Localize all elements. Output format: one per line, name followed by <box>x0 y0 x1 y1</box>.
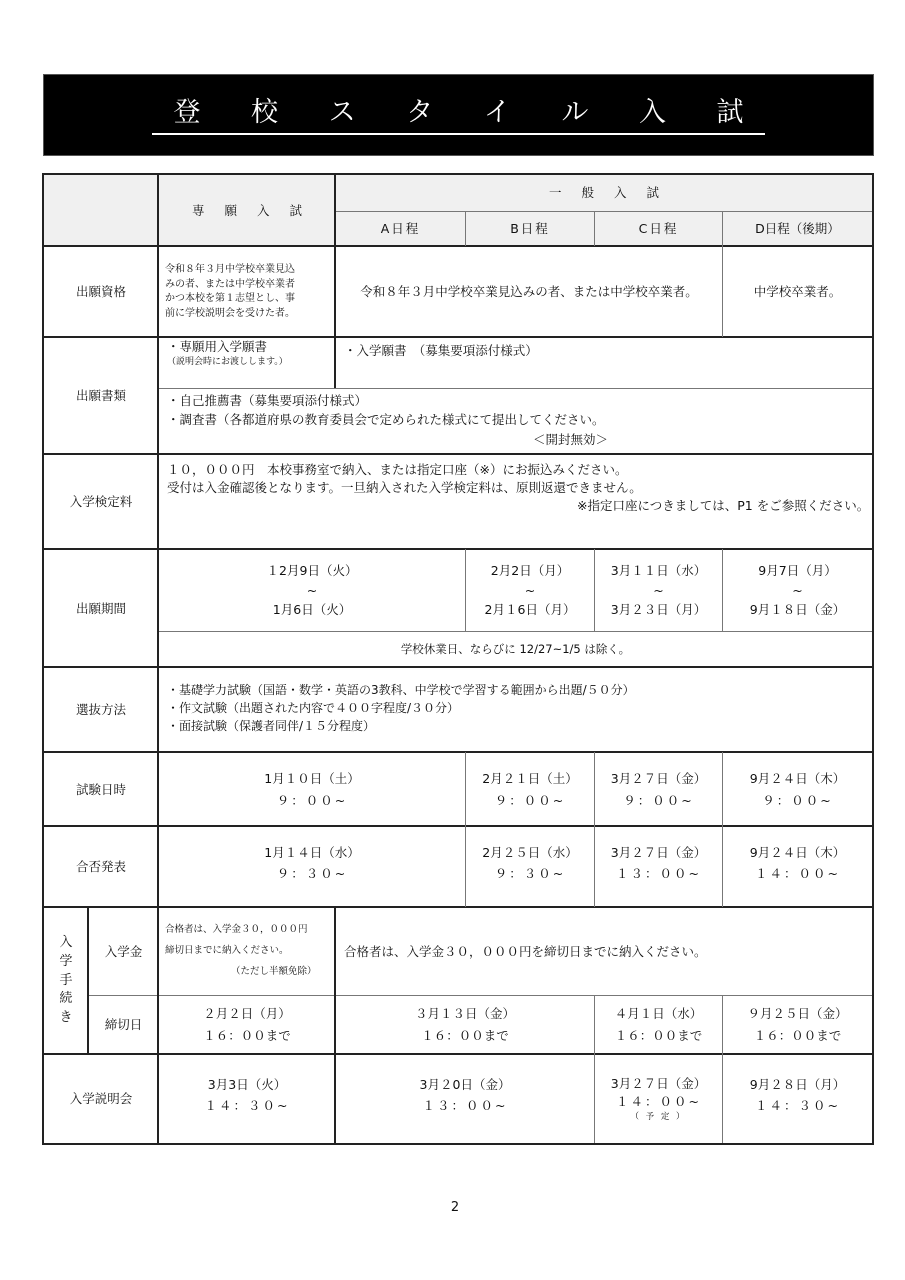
shimekiri-senkan <box>159 996 335 1054</box>
row-label-kenteiryo <box>44 455 158 549</box>
shiken-time: ９：００~ <box>762 792 833 808</box>
grid-line <box>159 631 872 632</box>
row-label-nyugakukin <box>89 908 158 995</box>
setsumeikai-label: 入学説明会 <box>69 1091 133 1106</box>
shimekiri-time: １６：００まで <box>421 1028 509 1043</box>
grid-line <box>44 906 872 908</box>
grid-line <box>334 175 336 337</box>
senbatsu-label: 選抜方法 <box>75 702 126 717</box>
title-banner <box>43 74 874 156</box>
shigan-kikan-from: 3月１１日（水） <box>610 563 707 579</box>
kenteiryo-line2: 受付は入金確認後となります。一旦納入された入学検定料は、原則返還できません。 <box>167 480 642 496</box>
grid-line <box>722 752 723 907</box>
tetsuzuki-char: 入 <box>59 934 73 950</box>
nyugakukin-ippan <box>336 908 872 995</box>
shiken-nichiji-senkan-a <box>159 753 465 826</box>
setsumeikai-time: １３：００~ <box>422 1098 508 1113</box>
page-title: 登 校 ス タ イ ル 入 試 <box>152 96 764 135</box>
row-label-tetsuzuki-group <box>44 908 88 1054</box>
gouhi-senkan-a <box>159 827 465 907</box>
setsumeikai-time: １４：００~ <box>616 1093 701 1109</box>
grid-line <box>44 825 872 827</box>
setsumeikai-note: （ 予 定 ） <box>630 1111 687 1122</box>
shimekiri-time: １６：００まで <box>614 1028 703 1043</box>
header-a <box>336 212 465 246</box>
shigan-shikaku-d <box>723 247 872 337</box>
header-b-label: B日程 <box>510 221 550 236</box>
gouhi-time: ９：３０~ <box>494 866 566 881</box>
gouhi-date: 9月２４日（木） <box>749 844 846 860</box>
grid-line <box>157 175 159 1143</box>
shigan-kikan-from: 9月7日（月） <box>758 563 837 579</box>
shigan-shorui-senkan <box>159 338 335 388</box>
grid-line <box>465 211 466 246</box>
row-label-shimekiri <box>89 996 158 1054</box>
shimekiri-date: ２月２日（月） <box>203 1006 291 1022</box>
grid-line <box>722 211 723 337</box>
grid-line <box>44 666 872 668</box>
nyugakukin-ippan-text: 合格者は、入学金３０，０００円を締切日までに納入ください。 <box>344 943 707 959</box>
shigan-shikaku-senkan-line: 前に学校説明会を受けた者。 <box>165 307 295 319</box>
shigan-shorui-common-line3: ＜開封無効＞ <box>533 431 609 447</box>
gouhi-date: 1月１４日（水） <box>264 844 360 860</box>
shigan-shikaku-senkan-line: かつ本校を第１志望とし、事 <box>165 293 295 304</box>
shigan-kikan-to: 3月２３日（月） <box>610 602 707 618</box>
shigan-shorui-label: 出願書類 <box>75 388 126 403</box>
shimekiri-date: ３月１３日（金） <box>414 1006 515 1022</box>
shigan-shorui-senkan-line2: （説明会時にお渡しします。） <box>167 356 288 367</box>
row-label-shiken-nichiji <box>44 753 158 826</box>
shigan-kikan-c <box>595 550 722 631</box>
shigan-shorui-common-line1: ・自己推薦書（募集要項添付様式） <box>167 393 368 408</box>
setsumeikai-d <box>723 1055 872 1143</box>
shigan-kikan-to: 1月6日（火） <box>272 602 352 618</box>
grid-line <box>44 751 872 753</box>
gouhi-time: １３：００~ <box>616 866 701 881</box>
senbatsu-item: ・基礎学力試験（国語・数学・英語の3教科、中学校で学習する範囲から出題/５０分） <box>167 683 635 697</box>
gouhi-time: ９：３０~ <box>276 866 348 881</box>
shigan-kikan-from: 2月2日（月） <box>490 563 570 579</box>
grid-line <box>44 548 872 550</box>
row-label-senbatsu <box>44 668 158 752</box>
grid-line <box>334 337 336 388</box>
shigan-kikan-senkan-a <box>159 550 465 631</box>
shigan-kikan-to: 9月１８日（金） <box>749 602 846 618</box>
kenteiryo-content <box>159 455 872 549</box>
shiken-time: ９：００~ <box>494 792 566 808</box>
shiken-nichiji-label: 試験日時 <box>75 781 126 797</box>
grid-line <box>44 245 872 247</box>
header-blank <box>44 175 158 246</box>
senbatsu-item: ・面接試験（保護者同伴/１５分程度） <box>167 719 376 733</box>
grid-line <box>44 1053 872 1055</box>
shigan-shikaku-senkan <box>159 247 335 337</box>
nyugakukin-senkan-line1: 合格者は、入学金３０，０００円 <box>165 924 308 936</box>
tetsuzuki-char: 学 <box>59 953 73 969</box>
shigan-kikan-from: １2月9日（火） <box>266 563 358 579</box>
shigan-kikan-note <box>159 632 872 667</box>
grid-line <box>594 752 595 907</box>
shigan-kikan-sep: ~ <box>306 582 318 598</box>
grid-line <box>159 388 872 389</box>
tetsuzuki-char: 手 <box>59 972 73 988</box>
grid-line <box>334 907 336 1143</box>
tetsuzuki-char: き <box>59 1010 73 1026</box>
shiken-date: 9月２４日（木） <box>749 771 846 787</box>
shimekiri-time: １６：００まで <box>753 1028 842 1043</box>
tetsuzuki-char: 続 <box>59 991 73 1007</box>
shiken-time: ９：００~ <box>276 792 348 808</box>
grid-line <box>594 995 595 1143</box>
header-a-label: A日程 <box>380 221 421 236</box>
grid-line <box>722 995 723 1143</box>
header-c <box>595 212 722 246</box>
shigan-shikaku-abc <box>336 247 722 337</box>
row-label-shigan-kikan <box>44 550 158 667</box>
shigan-kikan-b <box>466 550 594 631</box>
setsumeikai-time: １４：３０~ <box>204 1098 290 1113</box>
shimekiri-time: １６：００まで <box>203 1028 291 1043</box>
header-senkan-label: 専 願 入 試 <box>192 202 310 218</box>
header-ippan-label: 一 般 入 試 <box>549 185 667 200</box>
gouhi-label: 合否発表 <box>75 859 126 874</box>
setsumeikai-c <box>595 1055 722 1143</box>
kenteiryo-label: 入学検定料 <box>69 494 133 509</box>
header-c-label: C日程 <box>638 221 679 236</box>
shigan-kikan-to: 2月１6日（月） <box>484 602 576 618</box>
shimekiri-c <box>595 996 722 1054</box>
shigan-kikan-sep: ~ <box>524 582 536 598</box>
nyugakukin-senkan-line3: （ただし半額免除） <box>231 965 317 977</box>
row-label-shigan-shikaku <box>44 247 158 337</box>
shiken-nichiji-b <box>466 753 594 826</box>
shimekiri-ab <box>336 996 594 1054</box>
gouhi-d <box>723 827 872 907</box>
header-d-label: D日程（後期） <box>755 221 840 236</box>
header-d <box>723 212 872 246</box>
shiken-date: 1月１０日（土） <box>264 771 360 787</box>
setsumeikai-time: １４：３０~ <box>755 1098 840 1113</box>
grid-line <box>44 336 872 338</box>
shigan-shorui-ippan-text: ・入学願書 （募集要項添付様式） <box>344 343 538 358</box>
senbatsu-content <box>159 668 872 752</box>
shigan-shikaku-d-text: 中学校卒業者。 <box>753 284 842 299</box>
senbatsu-item: ・作文試験（出題された内容で４００字程度/３０分） <box>167 701 460 715</box>
setsumeikai-date: 9月２８日（月） <box>749 1076 846 1092</box>
shimekiri-date: ９月２５日（金） <box>747 1006 848 1022</box>
setsumeikai-date: 3月3日（火） <box>207 1076 287 1092</box>
grid-line <box>594 549 595 631</box>
shiken-nichiji-c <box>595 753 722 826</box>
grid-line <box>89 995 872 996</box>
header-senkan <box>159 175 335 246</box>
shigan-kikan-sep: ~ <box>653 582 664 598</box>
gouhi-b <box>466 827 594 907</box>
gouhi-time: １４：００~ <box>755 866 840 881</box>
shiken-date: 3月２７日（金） <box>610 771 707 787</box>
nyugakukin-senkan <box>159 908 335 995</box>
shigan-shorui-senkan-line1: ・専願用入学願書 <box>167 339 268 354</box>
shigan-kikan-note-text: 学校休業日、ならびに 12/27~1/5 は除く。 <box>400 642 631 657</box>
grid-line <box>465 549 466 631</box>
shimekiri-d <box>723 996 872 1054</box>
setsumeikai-date: 3月２７日（金） <box>610 1075 707 1091</box>
page-number: 2 <box>450 1200 460 1215</box>
shigan-shikaku-senkan-line: 令和８年３月中学校卒業見込 <box>165 264 295 275</box>
gouhi-date: 3月２７日（金） <box>610 844 707 860</box>
row-label-setsumeikai <box>44 1055 158 1143</box>
grid-line <box>465 752 466 907</box>
header-b <box>466 212 594 246</box>
shigan-shorui-common <box>159 389 872 454</box>
kenteiryo-line3: ※指定口座につきましては、P1 をご参照ください。 <box>577 498 870 514</box>
shigan-kikan-label: 出願期間 <box>75 600 126 616</box>
nyugakukin-senkan-line2: 締切日までに納入ください。 <box>165 945 289 957</box>
grid-line <box>594 211 595 246</box>
shigan-shorui-common-line2: ・調査書（各都道府県の教育委員会で定められた様式にて提出してください。 <box>167 412 605 428</box>
grid-line <box>722 549 723 631</box>
shigan-kikan-sep: ~ <box>792 582 803 598</box>
row-label-gouhi <box>44 827 158 907</box>
shigan-shikaku-senkan-line: みの者、または中学校卒業者 <box>165 278 295 290</box>
shigan-shikaku-label: 出願資格 <box>75 284 126 299</box>
shiken-date: 2月２１日（土） <box>482 771 578 787</box>
shimekiri-date: ４月１日（水） <box>614 1006 703 1022</box>
setsumeikai-date: 3月２0日（金） <box>419 1076 511 1092</box>
setsumeikai-ab <box>336 1055 594 1143</box>
gouhi-c <box>595 827 722 907</box>
shigan-shikaku-abc-text: 令和８年３月中学校卒業見込みの者、または中学校卒業者。 <box>360 284 698 299</box>
nyugakukin-label: 入学金 <box>104 943 143 959</box>
setsumeikai-senkan <box>159 1055 335 1143</box>
gouhi-date: 2月２５日（水） <box>482 844 578 860</box>
grid-line <box>87 907 89 1054</box>
shiken-nichiji-d <box>723 753 872 826</box>
grid-line <box>44 453 872 455</box>
kenteiryo-line1: １０，０００円 本校事務室で納入、または指定口座（※）にお振込みください。 <box>167 462 628 477</box>
grid-line <box>336 211 872 212</box>
shimekiri-label: 締切日 <box>104 1017 143 1032</box>
row-label-shigan-shorui <box>44 338 158 454</box>
shigan-shorui-ippan <box>336 338 872 388</box>
shigan-kikan-d <box>723 550 872 631</box>
shiken-time: ９：００~ <box>623 792 694 808</box>
header-ippan <box>336 175 872 211</box>
